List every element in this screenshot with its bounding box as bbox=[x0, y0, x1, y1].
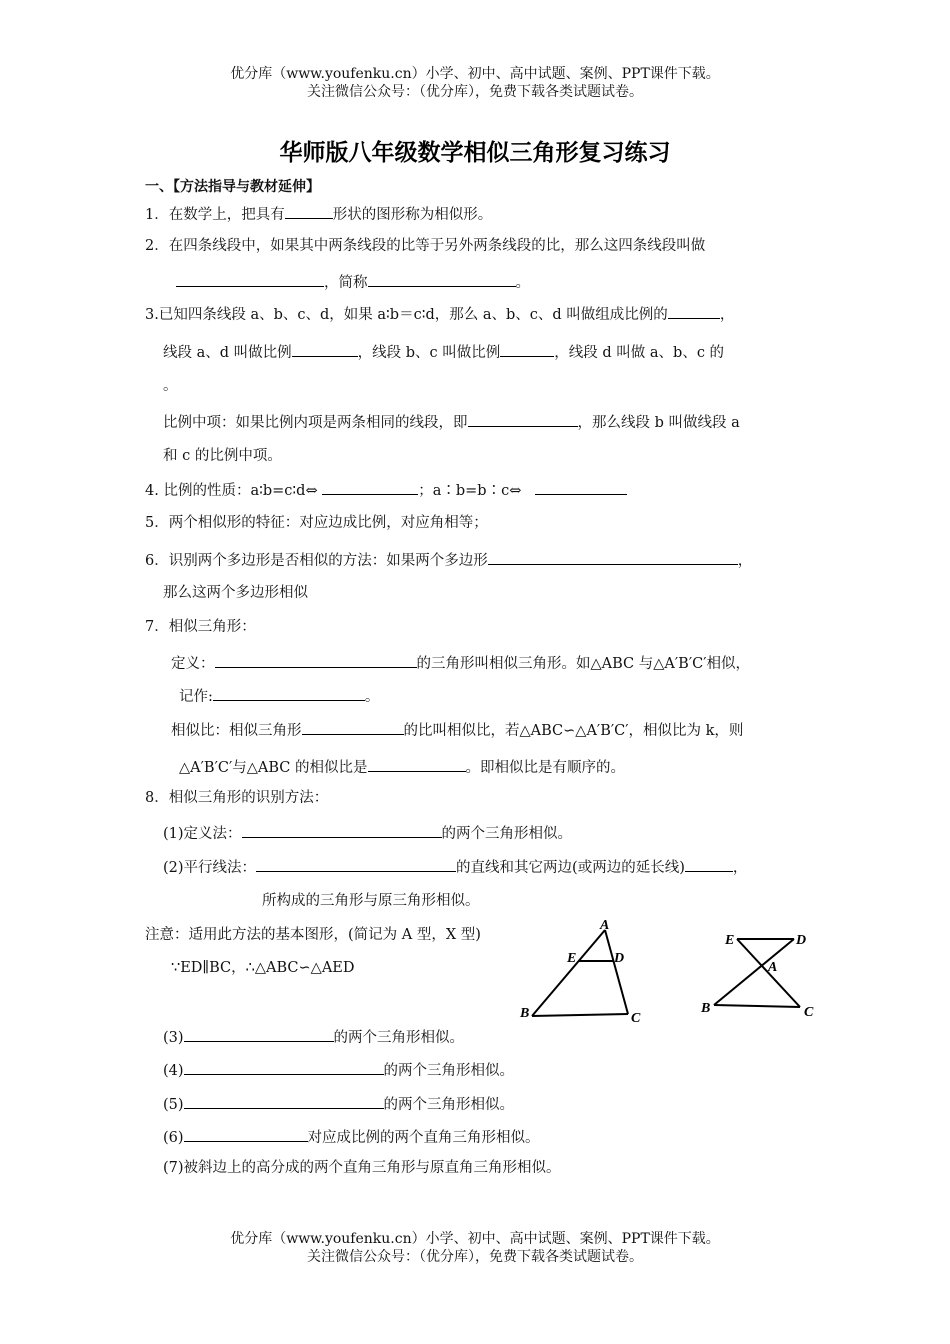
q8-m6-b: 对应成比例的两个直角三角形相似。 bbox=[307, 1130, 540, 1146]
page-title: 华师版八年级数学相似三角形复习练习 bbox=[279, 140, 671, 166]
fig-x-line-db bbox=[714, 939, 794, 1005]
question-5: 5．两个相似形的特征：对应边成比例，对应角相等； bbox=[145, 515, 488, 531]
q3-text-b: ， bbox=[719, 307, 735, 323]
q8-method-6 bbox=[163, 1125, 540, 1148]
question-7-heading: 7．相似三角形： bbox=[145, 619, 256, 635]
fig-a-label-e: E bbox=[567, 951, 577, 966]
q7-ratio-line-2 bbox=[179, 755, 625, 778]
question-3-line-5: 和 c 的比例中项。 bbox=[163, 448, 282, 464]
q7-def-b: 的三角形叫相似三角形。如△ABC 与△A′B′C′相似， bbox=[416, 656, 750, 672]
q8-m5-blank[interactable] bbox=[184, 1092, 384, 1109]
q7-ratio-d: 。即相似比是有顺序的。 bbox=[465, 760, 625, 776]
fig-a-label-a: A bbox=[600, 918, 610, 933]
header-line-1: 优分库（www.youfenku.cn）小学、初中、高中试题、案例、PPT课件下载。 bbox=[230, 66, 720, 82]
q1-blank[interactable] bbox=[285, 202, 333, 219]
q4-blank-2[interactable] bbox=[535, 478, 627, 495]
question-2-line-2 bbox=[176, 270, 530, 293]
q8-m2-blank-1[interactable] bbox=[256, 855, 456, 872]
q3-blank-1[interactable] bbox=[668, 302, 720, 319]
q7-ratio-blank-1[interactable] bbox=[302, 718, 404, 735]
fig-a-label-d: D bbox=[614, 951, 625, 966]
q8-method-7: (7)被斜边上的高分成的两个直角三角形与原直角三角形相似。 bbox=[163, 1160, 561, 1176]
q3-blank-2[interactable] bbox=[292, 340, 358, 357]
question-4 bbox=[145, 478, 627, 501]
q2-text-c: 。 bbox=[515, 275, 530, 291]
fig-x-label-b: B bbox=[701, 1001, 711, 1016]
fig-x-label-a: A bbox=[768, 960, 778, 975]
question-3-line-4 bbox=[163, 410, 740, 433]
q7-note-a: 记作: bbox=[179, 689, 213, 705]
question-3-line-1 bbox=[145, 302, 734, 325]
q6-text-b: ， bbox=[737, 553, 753, 569]
fig-a-line-bc bbox=[532, 1014, 628, 1016]
fig-a-line-ab bbox=[532, 930, 605, 1016]
q7-ratio-a: 相似比：相似三角形 bbox=[171, 723, 302, 739]
fig-a-label-c: C bbox=[631, 1011, 641, 1026]
q8-method-2-line-2: 所构成的三角形与原三角形相似。 bbox=[262, 893, 480, 909]
fig-a-label-b: B bbox=[520, 1006, 530, 1021]
q7-ratio-c: △A′B′C′与△ABC 的相似比是 bbox=[179, 760, 368, 776]
q8-m6-blank[interactable] bbox=[184, 1125, 308, 1142]
fig-x-label-c: C bbox=[804, 1005, 814, 1020]
figure-a-type bbox=[510, 915, 660, 1030]
q8-method-3 bbox=[163, 1025, 464, 1048]
q7-ratio-b: 的比叫相似比，若△ABC∽△A′B′C′，相似比为 k，则 bbox=[403, 723, 744, 739]
question-2-line-1: 2．在四条线段中，如果其中两条线段的比等于另外两条线段的比，那么这四条线段叫做 bbox=[145, 238, 706, 254]
fig-x-label-e: E bbox=[725, 933, 735, 948]
q3-text-a: 3.已知四条线段 a、b、c、d，如果 a∶b＝c∶d，那么 a、b、c、d 叫做组成比例的 bbox=[145, 307, 668, 323]
q8-m4-b: 的两个三角形相似。 bbox=[383, 1063, 515, 1079]
q8-m1-blank[interactable] bbox=[242, 821, 442, 838]
q7-ratio-blank-2[interactable] bbox=[368, 755, 466, 772]
q8-because: ∵ED∥BC，∴△ABC∽△AED bbox=[171, 960, 355, 976]
q3-text-h: ，那么线段 b 叫做线段 a bbox=[577, 415, 740, 431]
q8-m3-a: (3) bbox=[163, 1030, 184, 1046]
q8-m4-blank[interactable] bbox=[184, 1058, 384, 1075]
fig-x-label-d: D bbox=[796, 933, 807, 948]
q7-notation bbox=[179, 684, 379, 707]
q8-method-2-line-1 bbox=[163, 855, 747, 878]
fig-x-line-bc bbox=[714, 1005, 800, 1007]
q1-text-b: 形状的图形称为相似形。 bbox=[332, 207, 493, 223]
q4-text-b: ；a∶b=b∶c⇔ bbox=[418, 483, 522, 499]
q8-method-1 bbox=[163, 821, 572, 844]
q3-text-g: 比例中项：如果比例内项是两条相同的线段，即 bbox=[163, 415, 468, 431]
question-8-heading: 8．相似三角形的识别方法： bbox=[145, 790, 329, 806]
q8-m3-b: 的两个三角形相似。 bbox=[333, 1030, 465, 1046]
q4-text-a: 4. 比例的性质：a∶b=c∶d⇔ bbox=[145, 483, 318, 499]
q3-text-d: ，线段 b、c 叫做比例 bbox=[357, 345, 501, 361]
q4-blank-1[interactable] bbox=[322, 478, 418, 495]
q8-m1-a: (1)定义法： bbox=[163, 826, 242, 842]
q3-blank-3[interactable] bbox=[500, 340, 554, 357]
q7-def-a: 定义： bbox=[171, 656, 215, 672]
question-3-line-2 bbox=[163, 340, 724, 363]
q8-m2-c: ， bbox=[732, 860, 748, 876]
header-line-2: 关注微信公众号：（优分库），免费下载各类试题试卷。 bbox=[307, 84, 643, 100]
q7-definition bbox=[171, 651, 750, 674]
footer-line-1: 优分库（www.youfenku.cn）小学、初中、高中试题、案例、PPT课件下载。 bbox=[230, 1231, 720, 1247]
fig-a-line-ac bbox=[605, 930, 628, 1014]
q8-m5-b: 的两个三角形相似。 bbox=[383, 1097, 515, 1113]
q8-method-4 bbox=[163, 1058, 514, 1081]
figure-x-type bbox=[695, 925, 825, 1025]
q8-note: 注意：适用此方法的基本图形，(简记为 A 型，X 型) bbox=[145, 927, 481, 943]
q2-text-b: ，简称 bbox=[324, 275, 368, 291]
question-1 bbox=[145, 202, 492, 225]
footer-line-2: 关注微信公众号：（优分库），免费下载各类试题试卷。 bbox=[307, 1249, 643, 1265]
q6-blank[interactable] bbox=[488, 548, 738, 565]
q2-blank-2[interactable] bbox=[368, 270, 516, 287]
q7-note-b: 。 bbox=[364, 689, 380, 705]
q3-text-c: 线段 a、d 叫做比例 bbox=[163, 345, 292, 361]
q1-text-a: 1．在数学上，把具有 bbox=[145, 207, 285, 223]
q8-m6-a: (6) bbox=[163, 1130, 184, 1146]
q7-ratio-line-1 bbox=[171, 718, 743, 741]
q6-text-a: 6．识别两个多边形是否相似的方法：如果两个多边形 bbox=[145, 553, 488, 569]
q7-note-blank[interactable] bbox=[213, 684, 365, 701]
q8-m4-a: (4) bbox=[163, 1063, 184, 1079]
q8-m2-a: (2)平行线法： bbox=[163, 860, 257, 876]
q8-m2-blank-2[interactable] bbox=[685, 855, 733, 872]
q8-m1-b: 的两个三角形相似。 bbox=[441, 826, 573, 842]
question-3-line-3: 。 bbox=[163, 378, 178, 394]
q3-blank-4[interactable] bbox=[468, 410, 578, 427]
section-heading: 一、【方法指导与教材延伸】 bbox=[145, 179, 320, 195]
q8-method-5 bbox=[163, 1092, 514, 1115]
q3-text-e: ，线段 d 叫做 a、b、c 的 bbox=[554, 345, 725, 361]
question-6-line-2: 那么这两个多边形相似 bbox=[163, 585, 308, 601]
q7-def-blank[interactable] bbox=[215, 651, 417, 668]
q8-m5-a: (5) bbox=[163, 1097, 184, 1113]
q2-blank-1[interactable] bbox=[176, 270, 324, 287]
question-6-line-1 bbox=[145, 548, 752, 571]
q8-m3-blank[interactable] bbox=[184, 1025, 334, 1042]
q8-m2-b: 的直线和其它两边(或两边的延长线) bbox=[456, 860, 685, 876]
